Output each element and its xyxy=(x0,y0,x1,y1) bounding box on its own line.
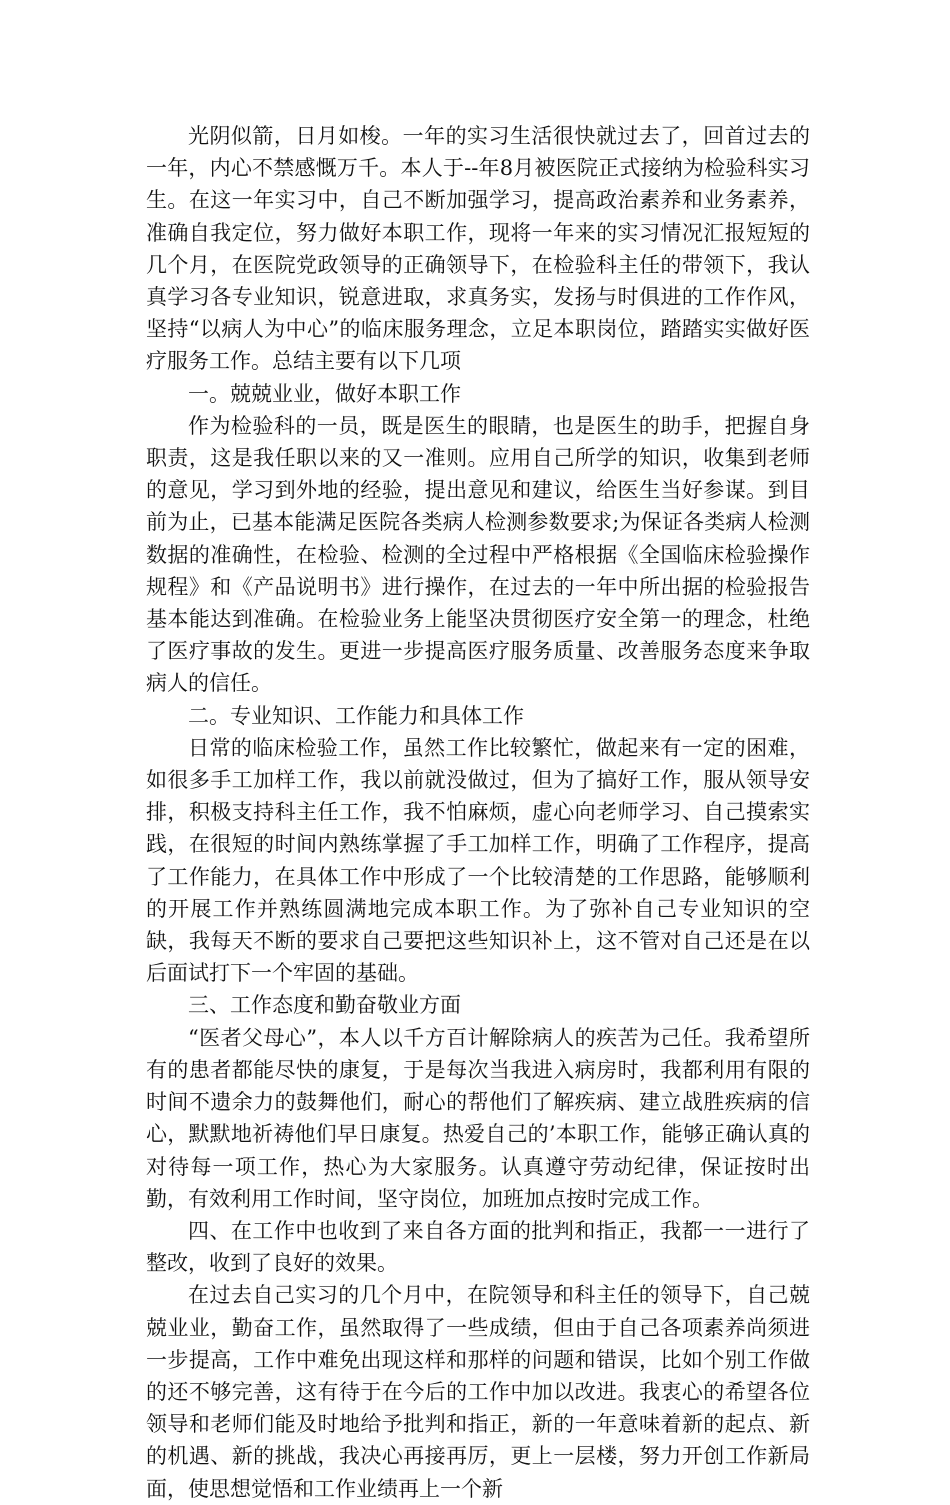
paragraph-section-2: 日常的临床检验工作，虽然工作比较繁忙，做起来有一定的困难，如很多手工加样工作，我以前就没做过，但为了搞好工作，服从领导安排，积极支持科主任工作，我不怕麻烦，虚心向老师学习、自己摸索实践，在很短的时间内熟练掌握了手工加样工作，明确了工作程序，提高了工作能力，在具体工作中形成了一个比较清楚的工作思路，能够顺利的开展工作并熟练圆满地完成本职工作。为了弥补自己专业知识的空缺，我每天不断的要求自己要把这些知识补上，这不管对自己还是在以后面试打下一个牢固的基础。 xyxy=(146,735,810,986)
section-heading-3: 三、工作态度和勤奋敬业方面 xyxy=(188,993,461,1018)
paragraph-section-4: 四、在工作中也收到了来自各方面的批判和指正，我都一一进行了整改，收到了良好的效果。 xyxy=(146,1218,810,1276)
paragraph-intro: 光阴似箭，日月如梭。一年的实习生活很快就过去了，回首过去的一年，内心不禁感慨万千。本人于--年8月被医院正式接纳为检验科实习生。在这一年实习中，自己不断加强学习，提高政治素养和业务素养，准确自我定位，努力做好本职工作，现将一年来的实习情况汇报短短的几个月，在医院党政领导的正确领导下，在检验科主任的带领下，我认真学习各专业知识，锐意进取，求真务实，发扬与时俱进的工作作风，坚持“以病人为中心”的临床服务理念，立足本职岗位，踏踏实实做好医疗服务工作。总结主要有以下几项 xyxy=(146,124,810,374)
section-heading-2: 二。专业知识、工作能力和具体工作 xyxy=(188,703,524,728)
section-heading-1: 一。兢兢业业，做好本职工作 xyxy=(188,381,461,406)
paragraph-section-3: “医者父母心”，本人以千方百计解除病人的疾苦为己任。我希望所有的患者都能尽快的康复，于是每次当我进入病房时，我都利用有限的时间不遗余力的鼓舞他们，耐心的帮他们了解疾病、建立战胜疾病的信心，默默地祈祷他们早日康复。热爱自己的’本职工作，能够正确认真的对待每一项工作，热心为大家服务。认真遵守劳动纪律，保证按时出勤，有效利用工作时间，坚守岗位，加班加点按时完成工作。 xyxy=(146,1025,810,1211)
paragraph-section-1: 作为检验科的一员，既是医生的眼睛，也是医生的助手，把握自身职责，这是我任职以来的又一准则。应用自己所学的知识，收集到老师的意见，学习到外地的经验，提出意见和建议，给医生当好参谋。到目前为止，已基本能满足医院各类病人检测参数要求;为保证各类病人检测数据的准确性，在检验、检测的全过程中严格根据《全国临床检验操作规程》和《产品说明书》进行操作，在过去的一年中所出据的检验报告基本能达到准确。在检验业务上能坚决贯彻医疗安全第一的理念，杜绝了医疗事故的发生。更进一步提高医疗服务质量、改善服务态度来争取病人的信任。 xyxy=(146,413,810,696)
paragraph-conclusion: 在过去自己实习的几个月中，在院领导和科主任的领导下，自己兢兢业业，勤奋工作，虽然取得了一些成绩，但由于自己各项素养尚须进一步提高，工作中难免出现这样和那样的问题和错误，比如个别工作做的还不够完善，这有待于在今后的工作中加以改进。我衷心的希望各位领导和老师们能及时地给予批判和指正，新的一年意味着新的起点、新的机遇、新的挑战，我决心再接再厉，更上一层楼，努力开创工作新局面，使思想觉悟和工作业绩再上一个新 xyxy=(146,1283,810,1501)
document-body xyxy=(146,120,810,1505)
